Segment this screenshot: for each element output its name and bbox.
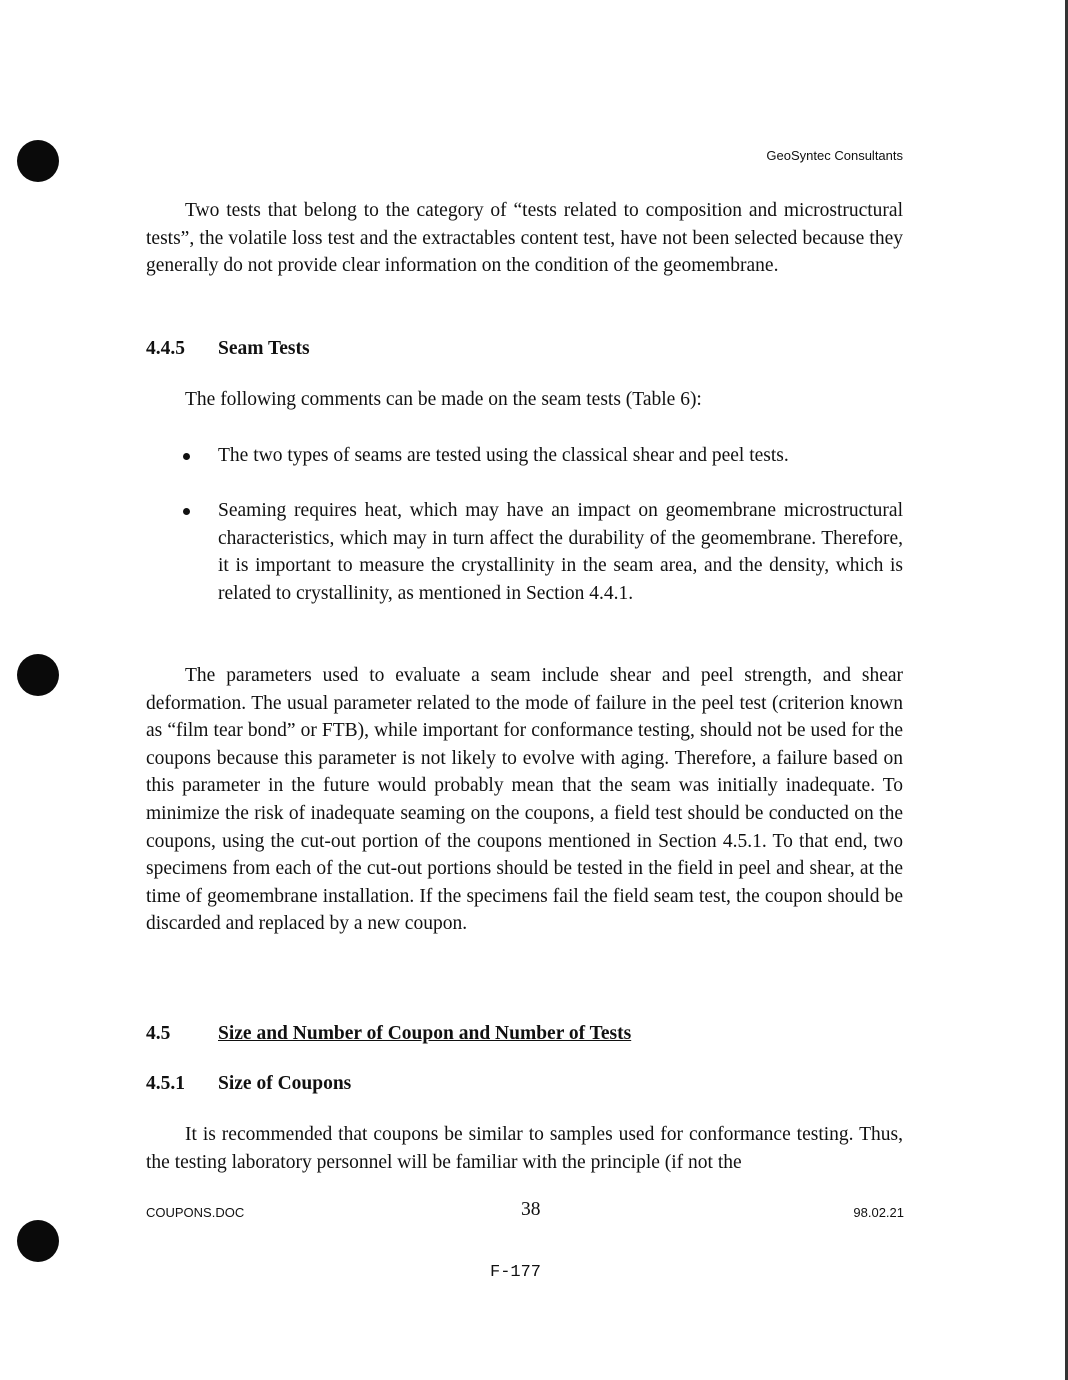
punch-hole-middle (17, 654, 59, 696)
bullet-dot (183, 508, 190, 515)
bates-stamp: F-177 (490, 1263, 542, 1282)
bullet-item (183, 497, 903, 607)
bullet-item (183, 442, 903, 470)
seam-parameters-paragraph: The parameters used to evaluate a seam include shear and peel strength, and shear deformation. The usual parameter related to the mode of failure in the peel test (criterion known as “film tear bond” or FTB), while important for conformance testing, should not be used for the coupons because this parameter is not likely to evolve with aging. Therefore, a failure based on this parameter in the future would probably mean that the seam was initially inadequate. To minimize the risk of inadequate seaming on the coupons, a field test should be conducted on the coupons, using the cut-out portion of the coupons mentioned in Section 4.5.1. To that end, two specimens from each of the cut-out portions should be tested in the field in peel and shear, at the time of geomembrane installation. If the specimens fail the field seam test, the coupon should be discarded and replaced by a new coupon. (146, 665, 903, 935)
section-number: 4.4.5 (146, 338, 185, 359)
section-title: Size and Number of Coupon and Number of Tests (218, 1023, 632, 1044)
punch-hole-top (17, 140, 59, 182)
header-company: GeoSyntec Consultants (766, 148, 903, 163)
intro-paragraph: Two tests that belong to the category of “tests related to composition and microstructural tests”, the volatile loss test and the extractables content test, have not been selected because they generally do not provide clear information on the condition of the geomembrane. (146, 200, 903, 277)
bullet-text: The two types of seams are tested using the classical shear and peel tests. (218, 445, 789, 466)
seam-tests-lead: The following comments can be made on the seam tests (Table 6): (185, 389, 702, 410)
footer-page-number: 38 (521, 1199, 541, 1220)
bullet-text: Seaming requires heat, which may have an impact on geomembrane microstructural characteristics, which may in turn affect the durability of the geomembrane. Therefore, it is important to measure the crystallinity in the seam area, and the density, which is related to crystallinity, as mentioned in Section 4.4.1. (218, 500, 903, 604)
coupon-size-paragraph: It is recommended that coupons be similar to samples used for conformance testing. Thus, the testing laboratory personnel will be familiar with the principle (if not the (146, 1124, 903, 1173)
bullet-dot (183, 453, 190, 460)
section-number: 4.5.1 (146, 1073, 185, 1094)
section-heading-4-5-1 (146, 1073, 351, 1095)
footer-filename: COUPONS.DOC (146, 1205, 245, 1220)
section-number: 4.5 (146, 1023, 171, 1044)
section-heading-4-5 (146, 1023, 631, 1045)
section-title: Seam Tests (218, 338, 310, 359)
section-title: Size of Coupons (218, 1073, 352, 1094)
section-heading-4-4-5 (146, 338, 310, 360)
punch-hole-bottom (17, 1220, 59, 1262)
footer-date: 98.02.21 (853, 1205, 904, 1220)
